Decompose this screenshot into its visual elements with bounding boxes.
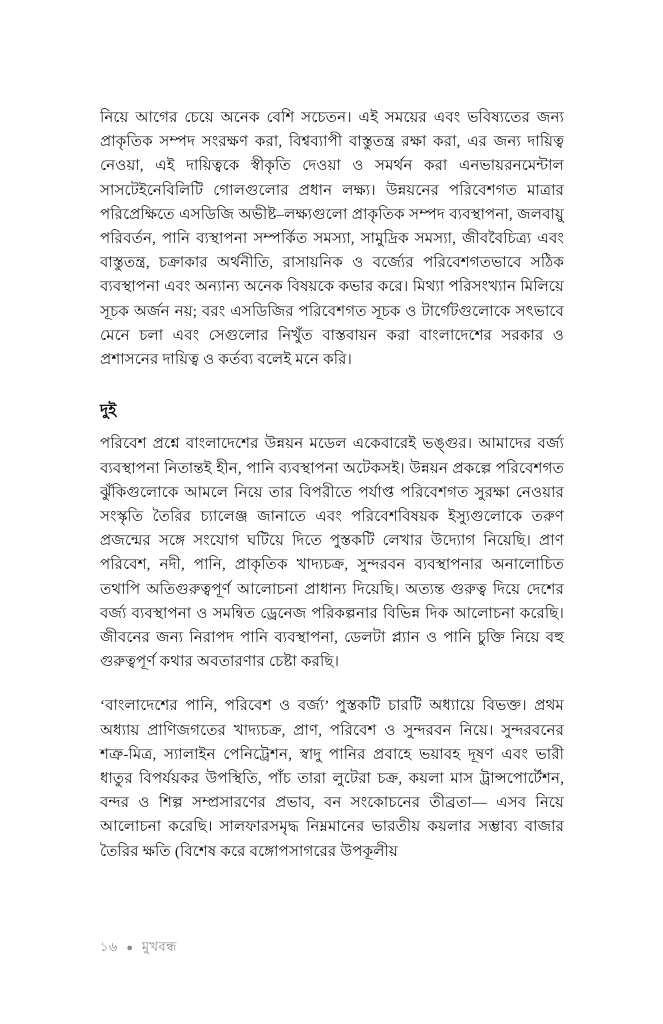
paragraph-2: পরিবেশ প্রশ্নে বাংলাদেশের উন্নয়ন মডেল একেবারেই ভঙ্গুর। আমাদের বর্জ্য ব্যবস্থাপনা নিতান্তই হীন, পানি ব্যবস্থাপনা অটেকসই। উন্নয়ন প্রকল্পে পরিবেশগত ঝুঁকিগুলোকে আমলে নিয়ে তার বিপরীতে পর্যাপ্ত পরিবেশগত সুরক্ষা নেওয়ার সংস্কৃতি তৈরির চ্যালেঞ্জ জানাতে এবং পরিবেশবিষয়ক ইস্যুগুলোকে তরুণ প্রজন্মের সঙ্গে সংযোগ ঘটিয়ে দিতে পুস্তকটি লেখার উদ্যোগ নিয়েছি। প্রাণ পরিবেশ, নদী, পানি, প্রাকৃতিক খাদ্যচক্র, সুন্দরবন ব্যবস্থাপনার অনালোচিত তথাপি অতিগুরুত্বপূর্ণ আলোচনা প্রাধান্য দিয়েছি। অত্যন্ত গুরুত্ব দিয়ে দেশের বর্জ্য ব্যবস্থাপনা ও সমন্বিত ড্রেনেজ পরিকল্পনার বিভিন্ন দিক আলোচনা করেছি। জীবনের জন্য নিরাপদ পানি ব্যবস্থাপনা, ডেলটা প্ল্যান ও পানি চুক্তি নিয়ে বহু গুরুত্বপূর্ণ কথার অবতারণার চেষ্টা করছি। — [100, 436, 564, 671]
page-number: ১৬ — [100, 939, 118, 954]
page-footer — [100, 938, 177, 957]
footer-section-label: মুখবন্ধ — [141, 939, 177, 954]
text-column — [100, 106, 564, 864]
bullet-separator-icon: ● — [126, 941, 134, 954]
section-heading-two: দুই — [100, 402, 117, 420]
paragraph-3: ‘বাংলাদেশের পানি, পরিবেশ ও বর্জ্য’ পুস্তকটি চারটি অধ্যায়ে বিভক্ত। প্রথম অধ্যায় প্রাণিজগতের খাদ্যচক্র, প্রাণ, পরিবেশ ও সুন্দরবন নিয়ে। সুন্দরবনের শত্রু-মিত্র, স্যালাইন পেনিট্রেশন, স্বাদু পানির প্রবাহে ভয়াবহ দূষণ এবং ভারী ধাতুর বিপর্যয়কর উপস্থিতি, পাঁচ তারা লুটেরা চক্র, কয়লা মাস ট্রান্সপোর্টেশন, বন্দর ও শিল্প সম্প্রসারণের প্রভাব, বন সংকোচনের তীব্রতা— এসব নিয়ে আলোচনা করেছি। সালফারসমৃদ্ধ নিম্নমানের ভারতীয় কয়লার সম্ভাব্য বাজার তৈরির ক্ষতি (বিশেষ করে বঙ্গোপসাগরের উপকূলীয় — [100, 698, 564, 860]
paragraph-1: নিয়ে আগের চেয়ে অনেক বেশি সচেতন। এই সময়ের এবং ভবিষ্যতের জন্য প্রাকৃতিক সম্পদ সংরক্ষণ করা, বিশ্বব্যাপী বাস্তুতন্ত্র রক্ষা করা, এর জন্য দায়িত্ব নেওয়া, এই দায়িত্বকে স্বীকৃতি দেওয়া ও সমর্থন করা এনভায়রনমেন্টাল সাসটেইনেবিলিটি গোলগুলোর প্রধান লক্ষ্য। উন্নয়নের পরিবেশগত মাত্রার পরিপ্রেক্ষিতে এসডিজি অভীষ্ট–লক্ষ্যগুলো প্রাকৃতিক সম্পদ ব্যবস্থাপনা, জলবায়ু পরিবর্তন, পানি ব্যস্থাপনা সম্পর্কিত সমস্যা, সামুদ্রিক সমস্যা, জীববৈচিত্র্য এবং বাস্তুতন্ত্র, চক্রাকার অর্থনীতি, রাসায়নিক ও বর্জ্যের পরিবেশগতভাবে সঠিক ব্যবস্থাপনা এবং অন্যান্য অনেক বিষয়কে কভার করে। মিথ্যা পরিসংখ্যান মিলিয়ে সূচক অর্জন নয়; বরং এসডিজির পরিবেশগত সূচক ও টার্গেটগুলোকে সৎভাবে মেনে চলা এবং সেগুলোর নিখুঁত বাস্তবায়ন করা বাংলাদেশের সরকার ও প্রশাসনের দায়িত্ব ও কর্তব্য বলেই মনে করি। — [100, 110, 564, 369]
